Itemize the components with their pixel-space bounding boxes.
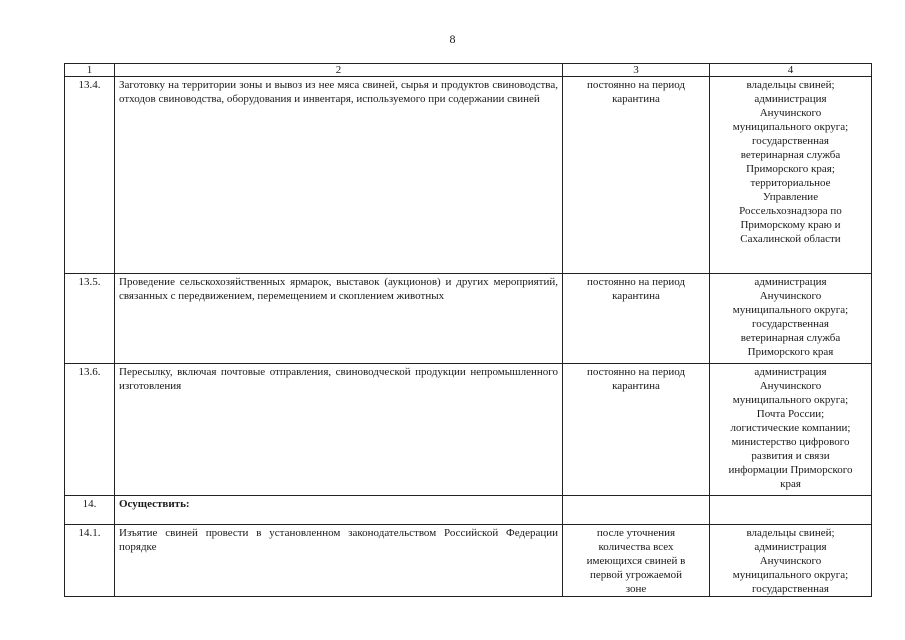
row-number: 14. xyxy=(65,496,115,525)
responsible-line: владельцы свиней; xyxy=(746,527,835,539)
responsible-line: государственная xyxy=(752,318,829,330)
table-row xyxy=(65,364,872,496)
measure-text: Проведение сельскохозяйственных ярмарок, выставок (аукционов) и других мероприятий, связанных с передвижением, перемещением и скоплением животных xyxy=(115,274,563,364)
measures-table xyxy=(64,63,872,597)
responsible-line: Сахалинской области xyxy=(740,233,841,245)
responsible-cell xyxy=(710,364,872,496)
table-header-row xyxy=(65,64,872,77)
responsible-line: владельцы свиней; xyxy=(746,79,835,91)
measure-text: Изъятие свиней провести в установленном законодательством Российской Федерации порядке xyxy=(115,525,563,597)
period-line: карантина xyxy=(612,380,660,392)
responsible-line: администрация xyxy=(754,366,827,378)
measure-text: Заготовку на территории зоны и вывоз из нее мяса свиней, сырья и продуктов свиноводства, отходов свиноводства, оборудования и инвентаря, используемого при содержании свиней xyxy=(115,77,563,274)
responsible-cell xyxy=(710,77,872,274)
responsible-line: Приморского края; xyxy=(746,163,835,175)
responsible-line: развития и связи xyxy=(751,450,830,462)
period-line: карантина xyxy=(612,290,660,302)
row-number: 13.5. xyxy=(65,274,115,364)
column-header-4: 4 xyxy=(710,64,872,77)
responsible-line: Приморскому краю и xyxy=(740,219,841,231)
period-line: первой угрожаемой xyxy=(590,569,682,581)
responsible-line: муниципального округа; xyxy=(732,121,849,133)
responsible-line: Приморского края xyxy=(747,346,834,358)
period-line: количества всех xyxy=(598,541,674,553)
period-line: постоянно на период xyxy=(586,79,686,91)
period-line: зоне xyxy=(625,583,647,595)
responsible-line: края xyxy=(780,478,801,490)
period-line: постоянно на период xyxy=(586,276,686,288)
responsible-line: муниципального округа; xyxy=(732,569,849,581)
responsible-cell xyxy=(710,496,872,525)
period-line: после уточнения xyxy=(596,527,676,539)
row-number: 14.1. xyxy=(65,525,115,597)
row-number: 13.4. xyxy=(65,77,115,274)
responsible-line: Управление xyxy=(762,191,819,203)
period-cell xyxy=(563,77,710,274)
responsible-line: муниципального округа; xyxy=(732,304,849,316)
table-row xyxy=(65,274,872,364)
period-line: имеющихся свиней в xyxy=(586,555,686,567)
responsible-line: муниципального округа; xyxy=(732,394,849,406)
responsible-cell xyxy=(710,274,872,364)
responsible-line: государственная xyxy=(752,135,829,147)
table-row xyxy=(65,525,872,597)
measure-text: Пересылку, включая почтовые отправления, свиноводческой продукции непромышленного изготовления xyxy=(115,364,563,496)
responsible-line: информации Приморского xyxy=(728,464,853,476)
responsible-line: территориальное xyxy=(750,177,831,189)
responsible-line: Анучинского xyxy=(759,290,822,302)
responsible-line: администрация xyxy=(754,541,827,553)
responsible-line: ветеринарная служба xyxy=(740,332,841,344)
table-row xyxy=(65,496,872,525)
page-number: 8 xyxy=(449,32,456,46)
responsible-line: Почта России; xyxy=(756,408,825,420)
responsible-line: ветеринарная служба xyxy=(740,149,841,161)
responsible-line: логистические компании; xyxy=(730,422,851,434)
period-cell xyxy=(563,496,710,525)
table-row xyxy=(65,77,872,274)
column-header-2: 2 xyxy=(115,64,563,77)
responsible-line: администрация xyxy=(754,276,827,288)
responsible-line: министерство цифрового xyxy=(731,436,850,448)
row-number: 13.6. xyxy=(65,364,115,496)
responsible-line: администрация xyxy=(754,93,827,105)
column-header-1: 1 xyxy=(65,64,115,77)
period-cell xyxy=(563,364,710,496)
responsible-line: Анучинского xyxy=(759,555,822,567)
section-heading: Осуществить: xyxy=(115,496,563,525)
period-line: карантина xyxy=(612,93,660,105)
responsible-line: Россельхознадзора по xyxy=(739,205,842,217)
responsible-line: государственная xyxy=(752,583,829,595)
period-cell xyxy=(563,274,710,364)
responsible-line: Анучинского xyxy=(759,380,822,392)
period-cell xyxy=(563,525,710,597)
column-header-3: 3 xyxy=(563,64,710,77)
period-line: постоянно на период xyxy=(586,366,686,378)
responsible-line: Анучинского xyxy=(759,107,822,119)
responsible-cell xyxy=(710,525,872,597)
